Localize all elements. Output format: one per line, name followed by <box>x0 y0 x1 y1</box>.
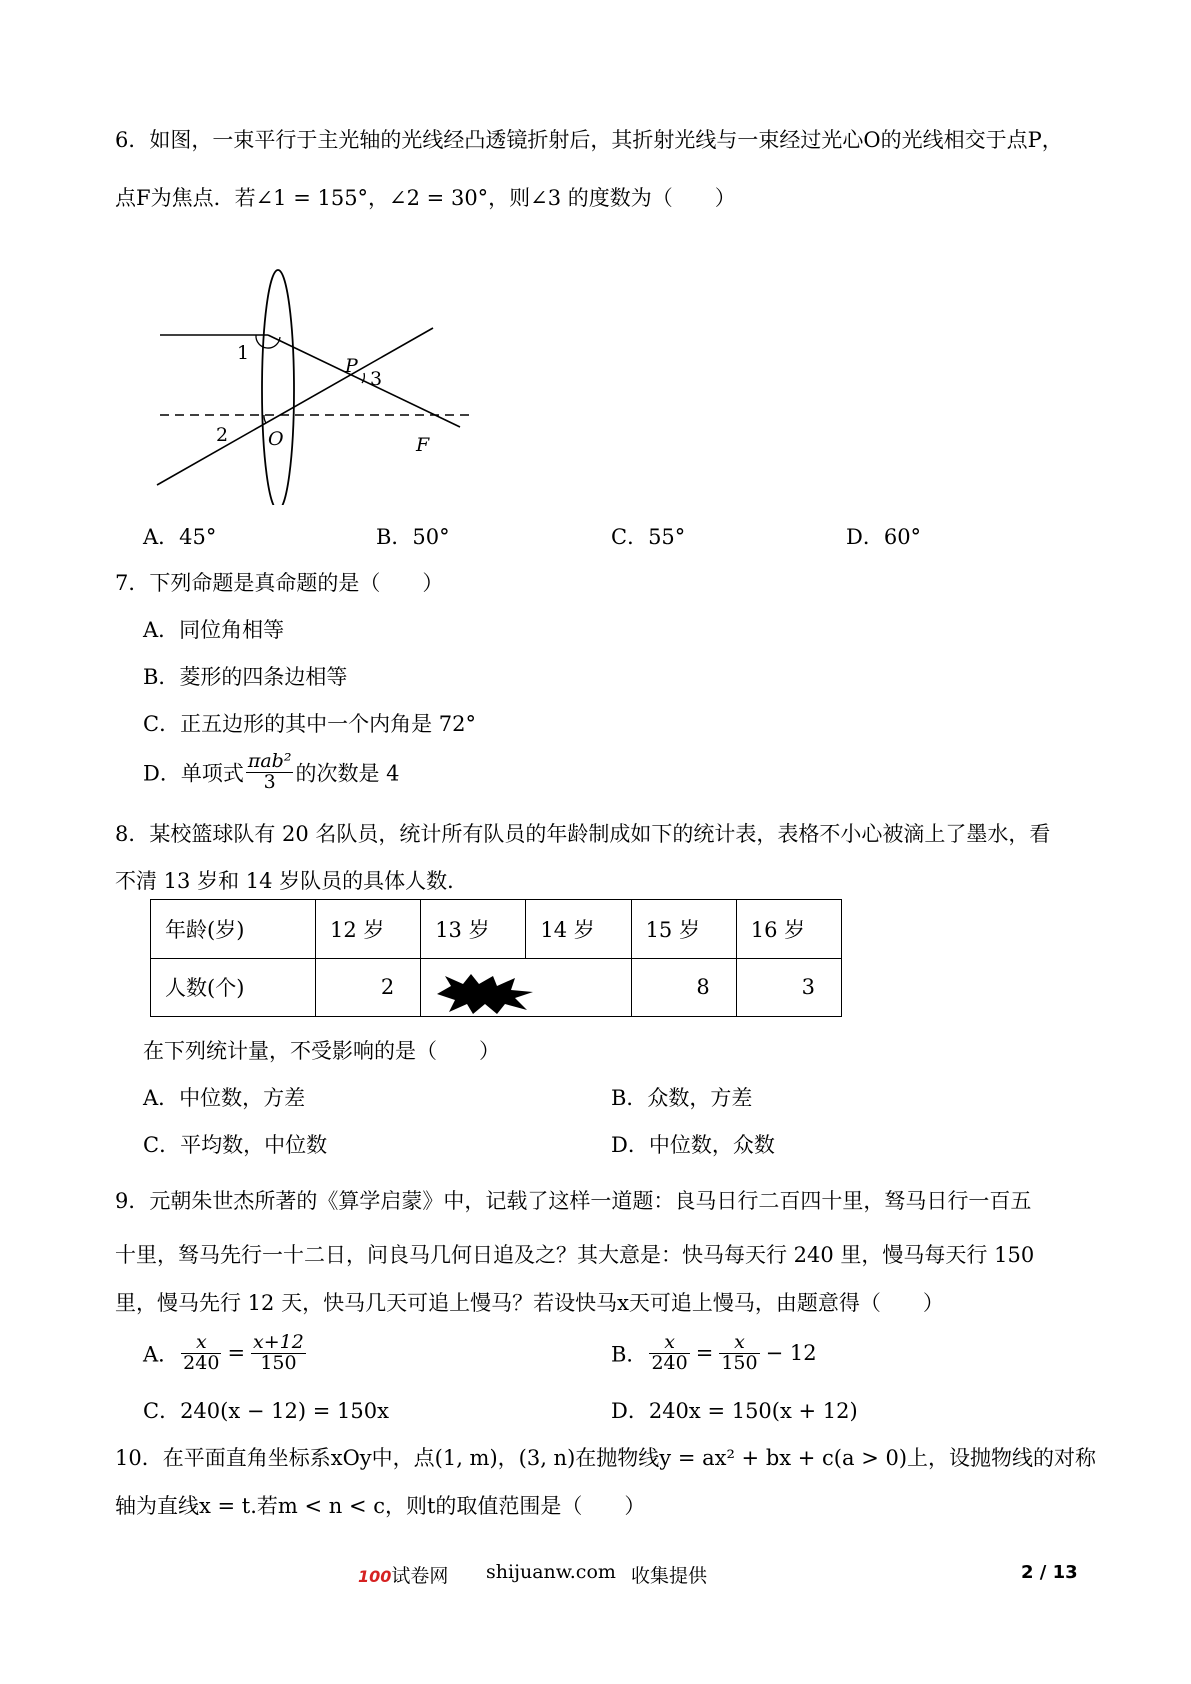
q10-line2: 轴为直线x = t.若m < n < c，则t的取值范围是（ ） <box>115 1494 646 1518</box>
q8-option-c: C．平均数，中位数 <box>143 1133 328 1157</box>
q7-option-b: B．菱形的四条边相等 <box>143 665 348 689</box>
fraction <box>649 1333 689 1374</box>
label-P: P <box>345 355 358 377</box>
label-3: 3 <box>370 368 383 390</box>
option-label: B． <box>611 1342 648 1367</box>
fraction <box>719 1333 759 1374</box>
fraction <box>251 1333 306 1374</box>
q6-option-c: C．55° <box>611 525 686 549</box>
numerator: x+12 <box>253 1331 304 1353</box>
row-label-count: 人数(个) <box>151 958 316 1017</box>
refracted-ray <box>268 335 460 427</box>
q7-option-c: C．正五边形的其中一个内角是 72° <box>143 712 476 736</box>
q10-line1: 10．在平面直角坐标系xOy中，点(1, m)，(3, n)在抛物线y = ax² + bx + c(a > 0)上，设抛物线的对称 <box>115 1446 1097 1470</box>
q7-stem: 7．下列命题是真命题的是（ ） <box>115 571 444 595</box>
numerator: x <box>719 1333 759 1354</box>
q8-prompt: 在下列统计量，不受影响的是（ ） <box>143 1039 500 1063</box>
header-age: 年龄(岁) <box>151 900 316 959</box>
q8-option-a: A．中位数，方差 <box>143 1086 306 1110</box>
convex-lens <box>262 270 294 505</box>
label-2: 2 <box>216 424 229 446</box>
q9-option-d: D．240x = 150(x + 12) <box>611 1399 858 1423</box>
monomial-denominator: 3 <box>263 770 276 793</box>
ink-blot-icon <box>435 972 535 1016</box>
page-number: 2 / 13 <box>1021 1562 1078 1583</box>
header-12: 12 岁 <box>316 900 421 959</box>
header-13: 13 岁 <box>421 900 526 959</box>
count-15: 8 <box>631 958 736 1017</box>
denominator: 150 <box>721 1351 758 1374</box>
q6-line1: 6．如图，一束平行于主光轴的光线经凸透镜折射后，其折射光线与一束经过光心O的光线相交于点P， <box>115 128 1063 152</box>
q6-option-a: A．45° <box>143 525 217 549</box>
numerator: x <box>649 1333 689 1354</box>
label-F: F <box>416 434 430 456</box>
q8-option-b: B．众数，方差 <box>611 1086 753 1110</box>
center-ray <box>157 328 433 485</box>
site-logo: 100 <box>358 1567 392 1586</box>
table-row <box>151 958 842 1017</box>
q9-option-b <box>611 1333 817 1374</box>
q9-option-c: C．240(x − 12) = 150x <box>143 1399 389 1423</box>
q8-option-d: D．中位数，众数 <box>611 1133 775 1157</box>
lens-diagram <box>140 245 480 505</box>
q7-option-a: A．同位角相等 <box>143 618 285 642</box>
table-row <box>151 900 842 959</box>
option-label: A． <box>143 1342 180 1367</box>
q9-line1: 9．元朝朱世杰所著的《算学启蒙》中，记载了这样一道题：良马日行二百四十里，驽马日行一百五 <box>115 1189 1032 1213</box>
equals-sign: = <box>695 1341 714 1366</box>
denominator: 150 <box>260 1351 297 1374</box>
q6-option-d: D．60° <box>846 525 922 549</box>
q8-line2: 不清 13 岁和 14 岁队员的具体人数． <box>115 869 469 893</box>
q9-option-a <box>143 1333 308 1374</box>
denominator: 240 <box>183 1351 220 1374</box>
numerator: x <box>181 1333 221 1354</box>
q9-line2: 十里，驽马先行一十二日，问良马几何日追及之？其大意是：快马每天行 240 里，慢马每天行 150 <box>115 1243 1035 1267</box>
angle-1-mark <box>256 335 280 348</box>
monomial-fraction <box>246 752 294 793</box>
q6-option-b: B．50° <box>376 525 450 549</box>
count-16: 3 <box>736 958 841 1017</box>
q7-optD-prefix: D．单项式 <box>143 761 244 786</box>
footer-brand <box>358 1561 448 1588</box>
count-12: 2 <box>316 958 421 1017</box>
angle-2-mark <box>264 415 266 423</box>
header-14: 14 岁 <box>526 900 631 959</box>
q6-line2: 点F为焦点．若∠1 = 155°，∠2 = 30°，则∠3 的度数为（ ） <box>115 186 736 210</box>
q9-line3: 里，慢马先行 12 天，快马几天可追上慢马？若设快马x天可追上慢马，由题意得（ ） <box>115 1291 944 1315</box>
denominator: 240 <box>651 1351 688 1374</box>
header-15: 15 岁 <box>631 900 736 959</box>
q7-option-d <box>143 752 400 793</box>
footer-domain[interactable]: shijuanw.com <box>486 1561 616 1583</box>
header-16: 16 岁 <box>736 900 841 959</box>
q8-line1: 8．某校篮球队有 20 名队员，统计所有队员的年龄制成如下的统计表，表格不小心被滴上了墨水，看 <box>115 822 1051 846</box>
q7-optD-suffix: 的次数是 4 <box>295 761 400 786</box>
label-O: O <box>268 428 284 450</box>
equals-sign: = <box>227 1341 246 1366</box>
minus-term: − 12 <box>765 1341 817 1366</box>
site-name: 试卷网 <box>391 1565 449 1587</box>
ink-blot-cell <box>421 958 631 1017</box>
footer-provided: 收集提供 <box>631 1565 708 1587</box>
label-1: 1 <box>237 342 250 364</box>
age-stats-table <box>150 899 842 1017</box>
monomial-numerator: πab² <box>247 750 292 772</box>
fraction <box>181 1333 221 1374</box>
